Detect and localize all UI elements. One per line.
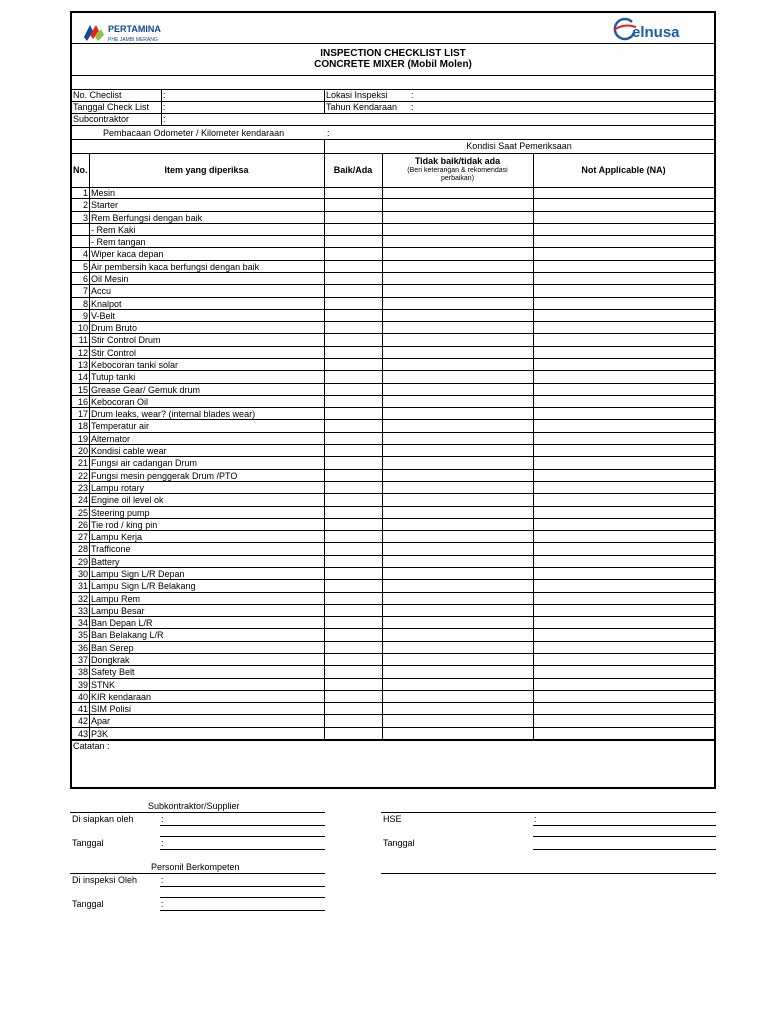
table-row	[72, 384, 714, 396]
row-number: 26	[77, 519, 88, 530]
row-number: 39	[77, 679, 88, 690]
row-number: 23	[77, 482, 88, 493]
table-row	[72, 310, 714, 322]
table-row	[72, 580, 714, 592]
row-number: 9	[82, 310, 88, 321]
row-item: KIR kendaraan	[91, 691, 152, 702]
subkontraktor-heading: Subkontraktor/Supplier	[148, 801, 240, 811]
elnusa-logo	[600, 17, 700, 45]
row-item: Lampu Rem	[91, 593, 141, 604]
table-row	[72, 298, 714, 310]
kondisi-heading: Kondisi Saat Pemeriksaan	[466, 141, 572, 151]
pertamina-name: PERTAMINA	[108, 24, 161, 34]
table-row	[72, 396, 714, 408]
checklist-rows	[72, 187, 714, 740]
table-row	[72, 629, 714, 641]
tanggal-2-line[interactable]	[160, 910, 325, 911]
row-item: Ban Serep	[91, 642, 134, 653]
col-no-header: No.	[73, 165, 88, 175]
row-item: Safety Belt	[91, 667, 135, 678]
hse-line[interactable]	[533, 825, 716, 826]
row-item: Rem Berfungsi dengan baik	[91, 212, 203, 223]
row-item: Drum Bruto	[91, 323, 138, 334]
row-number: 30	[77, 568, 88, 579]
row-number: 20	[77, 446, 88, 457]
table-row	[72, 408, 714, 420]
row-number: 12	[77, 347, 88, 358]
disiapkan-line[interactable]	[160, 825, 325, 826]
label-tanggal-1: Tanggal	[72, 838, 104, 848]
row-number: 25	[77, 507, 88, 518]
table-row	[72, 347, 714, 359]
table-row	[72, 224, 714, 236]
table-row	[72, 666, 714, 678]
row-number: 17	[77, 409, 88, 420]
table-row	[72, 334, 714, 346]
row-item: Ban Belakang L/R	[91, 630, 164, 641]
row-item: Kebocoran tanki solar	[91, 360, 179, 371]
row-item: Wiper kaca depan	[91, 249, 164, 260]
row-number: 11	[78, 335, 88, 346]
table-row	[72, 261, 714, 273]
label-tanggal-hse: Tanggal	[383, 838, 415, 848]
page-title: INSPECTION CHECKLIST LIST	[320, 48, 466, 59]
label-tahun: Tahun Kendaraan	[326, 102, 398, 112]
label-lokasi: Lokasi Inspeksi	[326, 90, 388, 100]
col-na-header: Not Applicable (NA)	[581, 165, 666, 175]
table-row	[72, 285, 714, 297]
label-tanggal-check: Tanggal Check List	[73, 102, 150, 112]
row-number: 24	[77, 495, 88, 506]
row-item: Accu	[91, 286, 112, 297]
row-number: 22	[77, 470, 88, 481]
row-item: Knalpot	[91, 298, 122, 309]
row-item: SIM Polisi	[91, 704, 132, 715]
table-row	[72, 359, 714, 371]
row-item: Tutup tanki	[91, 372, 136, 383]
row-number: 18	[77, 421, 88, 432]
row-number: 33	[77, 605, 88, 616]
row-item: Fungsi mesin penggerak Drum /PTO	[91, 470, 238, 481]
row-number: 40	[77, 691, 88, 702]
row-number: 27	[77, 532, 88, 543]
row-number: 34	[77, 618, 88, 629]
row-item: - Rem tangan	[91, 237, 146, 248]
row-item: Drum leaks, wear? (internal blades wear)	[91, 409, 256, 420]
table-row	[72, 273, 714, 285]
label-diinspeksi: Di inspeksi Oleh	[72, 875, 138, 885]
table-row	[72, 433, 714, 445]
row-item: Air pembersih kaca berfungsi dengan baik	[91, 261, 260, 272]
row-number: 10	[77, 323, 88, 334]
table-row	[72, 519, 714, 531]
row-item: P3K	[91, 728, 109, 739]
row-number: 37	[77, 654, 88, 665]
row-number: 2	[82, 200, 88, 211]
row-number: 21	[77, 458, 88, 469]
row-item: Battery	[91, 556, 120, 567]
table-row	[72, 322, 714, 334]
row-item: Tie rod / king pin	[91, 519, 158, 530]
label-odometer: Pembacaan Odometer / Kilometer kendaraan	[103, 128, 285, 138]
row-number: 36	[77, 642, 88, 653]
catatan-label: Catatan :	[73, 741, 110, 751]
label-no-checklist: No. Checlist	[73, 90, 122, 100]
row-item: STNK	[91, 679, 116, 690]
row-number: 19	[77, 433, 88, 444]
row-number: 32	[77, 593, 88, 604]
col-baik-header: Baik/Ada	[333, 165, 373, 175]
table-row	[72, 482, 714, 494]
elnusa-name: elnusa	[632, 24, 680, 41]
row-number: 15	[77, 384, 88, 395]
table-row	[72, 371, 714, 383]
table-row	[72, 445, 714, 457]
table-row	[72, 494, 714, 506]
table-row	[72, 642, 714, 654]
row-number: 13	[77, 360, 88, 371]
row-number: 1	[82, 188, 88, 198]
row-item: Engine oil level ok	[91, 495, 164, 506]
row-item: Starter	[91, 200, 119, 211]
row-item: Grease Gear/ Gemuk drum	[91, 384, 201, 395]
row-number: 5	[82, 261, 88, 272]
row-item: Dongkrak	[91, 654, 130, 665]
row-item: - Rem Kaki	[91, 224, 136, 235]
row-number: 29	[77, 556, 88, 567]
row-item: Kebocoran Oil	[91, 396, 149, 407]
row-number: 35	[77, 630, 88, 641]
row-number: 4	[82, 249, 88, 260]
table-row	[72, 691, 714, 703]
row-number: 31	[77, 581, 88, 592]
table-row	[72, 248, 714, 260]
table-row	[72, 703, 714, 715]
table-row	[72, 605, 714, 617]
table-row	[72, 543, 714, 555]
tanggal-1-line[interactable]	[160, 849, 325, 850]
row-number: 14	[77, 372, 88, 383]
col-item-header: Item yang diperiksa	[164, 165, 249, 175]
table-row	[72, 531, 714, 543]
row-item: Kondisi cable wear	[91, 446, 167, 457]
row-number: 43	[77, 728, 88, 739]
row-number: 41	[77, 704, 88, 715]
label-hse: HSE	[383, 814, 402, 824]
table-row	[72, 654, 714, 666]
row-item: Stir Control	[91, 347, 137, 358]
page-subtitle: CONCRETE MIXER (Mobil Molen)	[314, 59, 472, 70]
row-number: 6	[82, 274, 88, 285]
row-item: Lampu Kerja	[91, 532, 143, 543]
table-row	[72, 236, 714, 248]
row-item: Mesin	[91, 188, 116, 198]
table-row	[72, 715, 714, 727]
row-number: 8	[82, 298, 88, 309]
label-tanggal-2: Tanggal	[72, 899, 104, 909]
row-number: 28	[77, 544, 88, 555]
table-row	[72, 199, 714, 211]
personil-heading: Personil Berkompeten	[151, 862, 240, 872]
row-number: 7	[82, 286, 88, 297]
col-tidak-note: (Beri keterangan & rekomendasi perbaikan)	[407, 167, 508, 182]
row-number: 16	[77, 396, 88, 407]
row-number: 38	[77, 667, 88, 678]
row-item: Temperatur air	[91, 421, 150, 432]
row-item: Lampu Besar	[91, 605, 145, 616]
row-item: Apar	[91, 716, 111, 727]
pertamina-subname: PHE JAMBI MERANG	[108, 37, 158, 43]
diinspeksi-line[interactable]	[160, 886, 325, 887]
row-item: Alternator	[91, 433, 131, 444]
table-row	[72, 617, 714, 629]
pertamina-emblem-icon	[82, 23, 104, 41]
pertamina-logo	[82, 21, 182, 45]
row-item: Fungsi air cadangan Drum	[91, 458, 198, 469]
row-number: 3	[82, 212, 88, 223]
row-item: Oil Mesin	[91, 274, 129, 285]
row-item: Steering pump	[91, 507, 150, 518]
row-item: V-Belt	[91, 310, 116, 321]
row-item: Lampu Sign L/R Belakang	[91, 581, 196, 592]
label-disiapkan: Di siapkan oleh	[72, 814, 134, 824]
table-row	[72, 556, 714, 568]
col-tidak-header: Tidak baik/tidak ada	[414, 156, 501, 166]
row-item: Trafficone	[91, 544, 131, 555]
table-row	[72, 420, 714, 432]
checklist-sheet: PERTAMINA PHE JAMBI MERANG elnusa INSPECTION CHECKLIST LIST CONCRETE MIXER (Mobil Molen) No. Checlist : Tanggal Check List : Subcontraktor : Lokasi Inspeksi : Tahun Kendaraan : Pembacaan Odometer / Kilometer kendaraan : Kondisi Saat Pemeriksaan No. Item yang diperiksa Baik/Ada Tidak baik/tidak ada (Beri keterangan & rekomendasi perbaikan) Not Applicable (NA) 1 Mesin 2 Starter 3 Rem Berfungsi dengan baik - Rem Kaki - Rem tangan 4 Wiper kaca depan 5 Air pembersih kaca berfungsi dengan baik 6 Oil Mesin 7 Accu 8 Knalpot 9 V-Belt 10 Drum Bruto 11 Stir Control Drum 12 Stir Control 13 Kebocoran tanki solar 14 Tutup tanki 15 Grease Gear/ Gemuk drum 16 Kebocoran Oil 17 Drum leaks, wear? (internal blades wear) 18 Temperatur air 19 Alternator 20 Kondisi cable wear 21 Fungsi air cadangan Drum 22 Fungsi mesin penggerak Drum /PTO 23 Lampu rotary 24 Engine oil level ok 25 Steering pump 26 Tie rod / king pin 27 Lampu Kerja 28 Trafficone 29 Battery 30 Lampu Sign L/R Depan 31 Lampu Sign L/R Belakang 32 Lampu Rem 33 Lampu Besar 34 Ban Depan L/R 35 Ban Belakang L/R 36 Ban Serep 37 Dongkrak 38 Safety Belt 39 STNK 40 KIR kendaraan 41 SIM Polisi 42 Apar 43 P3K Catatan :	[70, 11, 716, 789]
table-row	[72, 457, 714, 469]
table-row	[72, 568, 714, 580]
table-row	[72, 212, 714, 224]
row-item: Lampu Sign L/R Depan	[91, 568, 185, 579]
table-row	[72, 187, 714, 199]
label-subcontractor: Subcontraktor	[73, 114, 130, 124]
row-item: Lampu rotary	[91, 482, 145, 493]
table-row	[72, 470, 714, 482]
row-number: 42	[77, 716, 88, 727]
tanggal-hse-line[interactable]	[533, 849, 716, 850]
table-row	[72, 507, 714, 519]
table-row	[72, 593, 714, 605]
row-item: Stir Control Drum	[91, 335, 161, 346]
table-row	[72, 679, 714, 691]
row-item: Ban Depan L/R	[91, 618, 153, 629]
